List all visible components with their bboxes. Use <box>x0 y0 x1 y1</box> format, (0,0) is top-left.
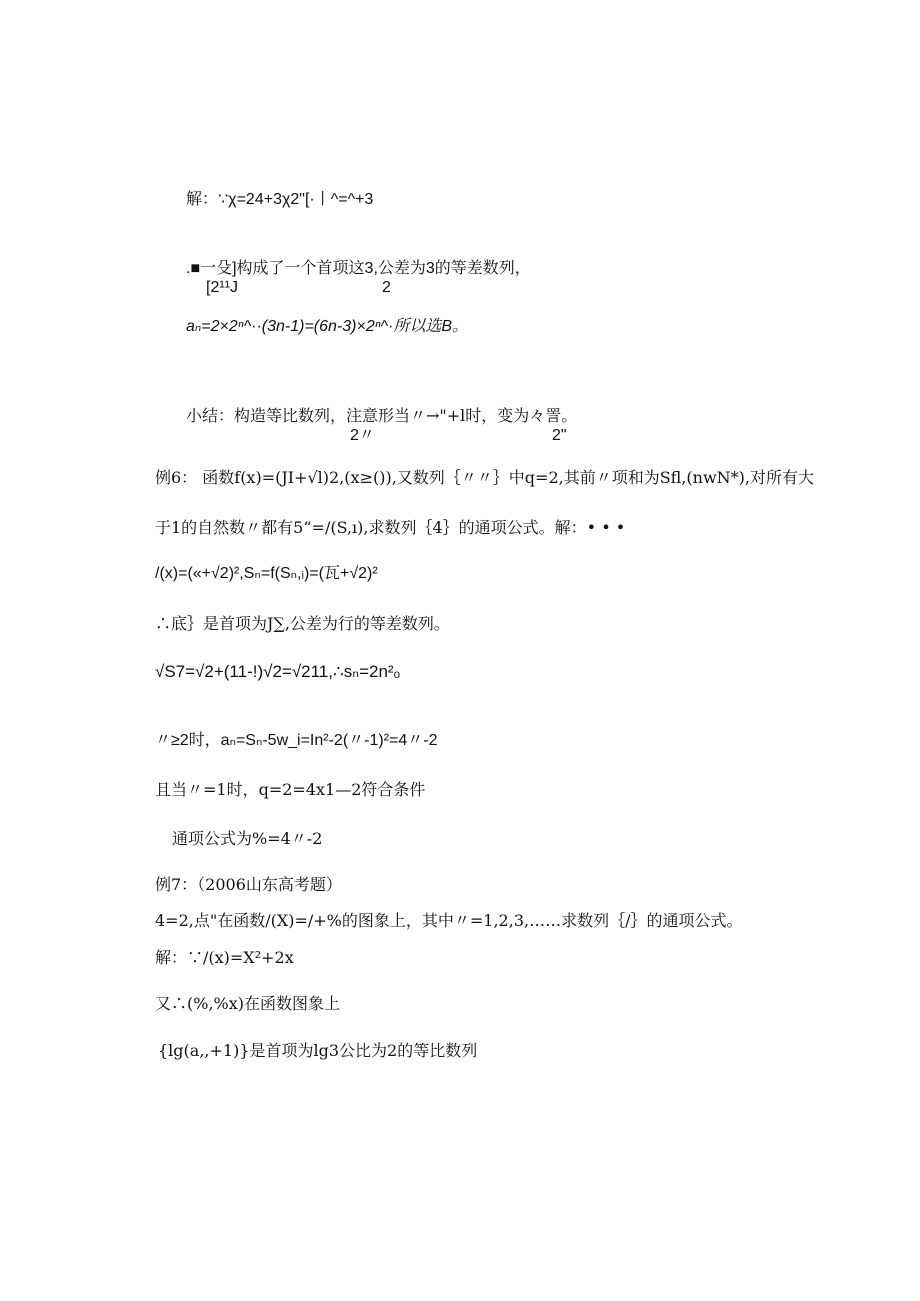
sqrt-sn-line: √S7=√2+(11-!)√2=√211,∴sₙ=2n²ₒ <box>155 662 400 681</box>
formula-an-line: aₙ=2×2ⁿ^··(3n-1)=(6n-3)×2ⁿ^·所以选B。 <box>186 318 469 335</box>
fraction-subscript-right: 2 <box>382 279 391 296</box>
example-7-heading: 例7：（2006山东高考题） <box>155 875 342 894</box>
example-6-heading: 例6： 函数f(x)=(JI+√l)2,(x≥()),又数列｛〃〃｝中q=2,其前〃项和为Sfl,(nwN*),对所有大 <box>155 468 814 487</box>
sqrt-sequence-line: ∴底｝是首项为J∑,公差为行的等差数列。 <box>155 614 450 633</box>
example-6-line-2: 于1的自然数〃都有5“=/(S,ı),求数列｛4｝的通项公式。解：• • • <box>155 518 626 537</box>
example-7-solution-3: {lg(a,,+1)}是首项为lg3公比为2的等比数列 <box>158 1041 478 1060</box>
example-7-solution-2: 又∴(%,%x)在函数图象上 <box>155 994 341 1013</box>
general-term-line: 通项公式为%=4〃-2 <box>172 829 323 848</box>
arithmetic-sequence-line: .■一殳]构成了一个首项这3,公差为3的等差数列， <box>186 260 531 277</box>
an-formula-line: 〃≥2时，aₙ=Sₙ-5w_i=In²-2(〃-1)²=4〃-2 <box>155 732 438 749</box>
fraction-subscript-left: [2¹¹J <box>206 279 238 296</box>
summary-line: 小结：构造等比数列，注意形当〃→"+l时，变为々詈。 <box>186 406 578 425</box>
solution-line-1: 解：∵χ=24+3χ2"[·丨^=^+3 <box>186 191 374 208</box>
example-7-problem: 4=2,点"在函数/(X)=/+%的图象上，其中〃=1,2,3,……求数列｛/｝的通项公式。 <box>155 911 743 930</box>
summary-denominator-right: 2" <box>552 427 567 444</box>
example-7-solution-1: 解：∵/(x)=X²+2x <box>155 948 294 967</box>
function-definition-line: /(x)=(«+√2)²,Sₙ=f(Sₙ,ᵢ)=(瓦+√2)² <box>155 565 378 582</box>
summary-denominator-left: 2〃 <box>350 427 375 444</box>
condition-check-line: 且当〃=1时，q=2=4x1—2符合条件 <box>155 780 426 799</box>
